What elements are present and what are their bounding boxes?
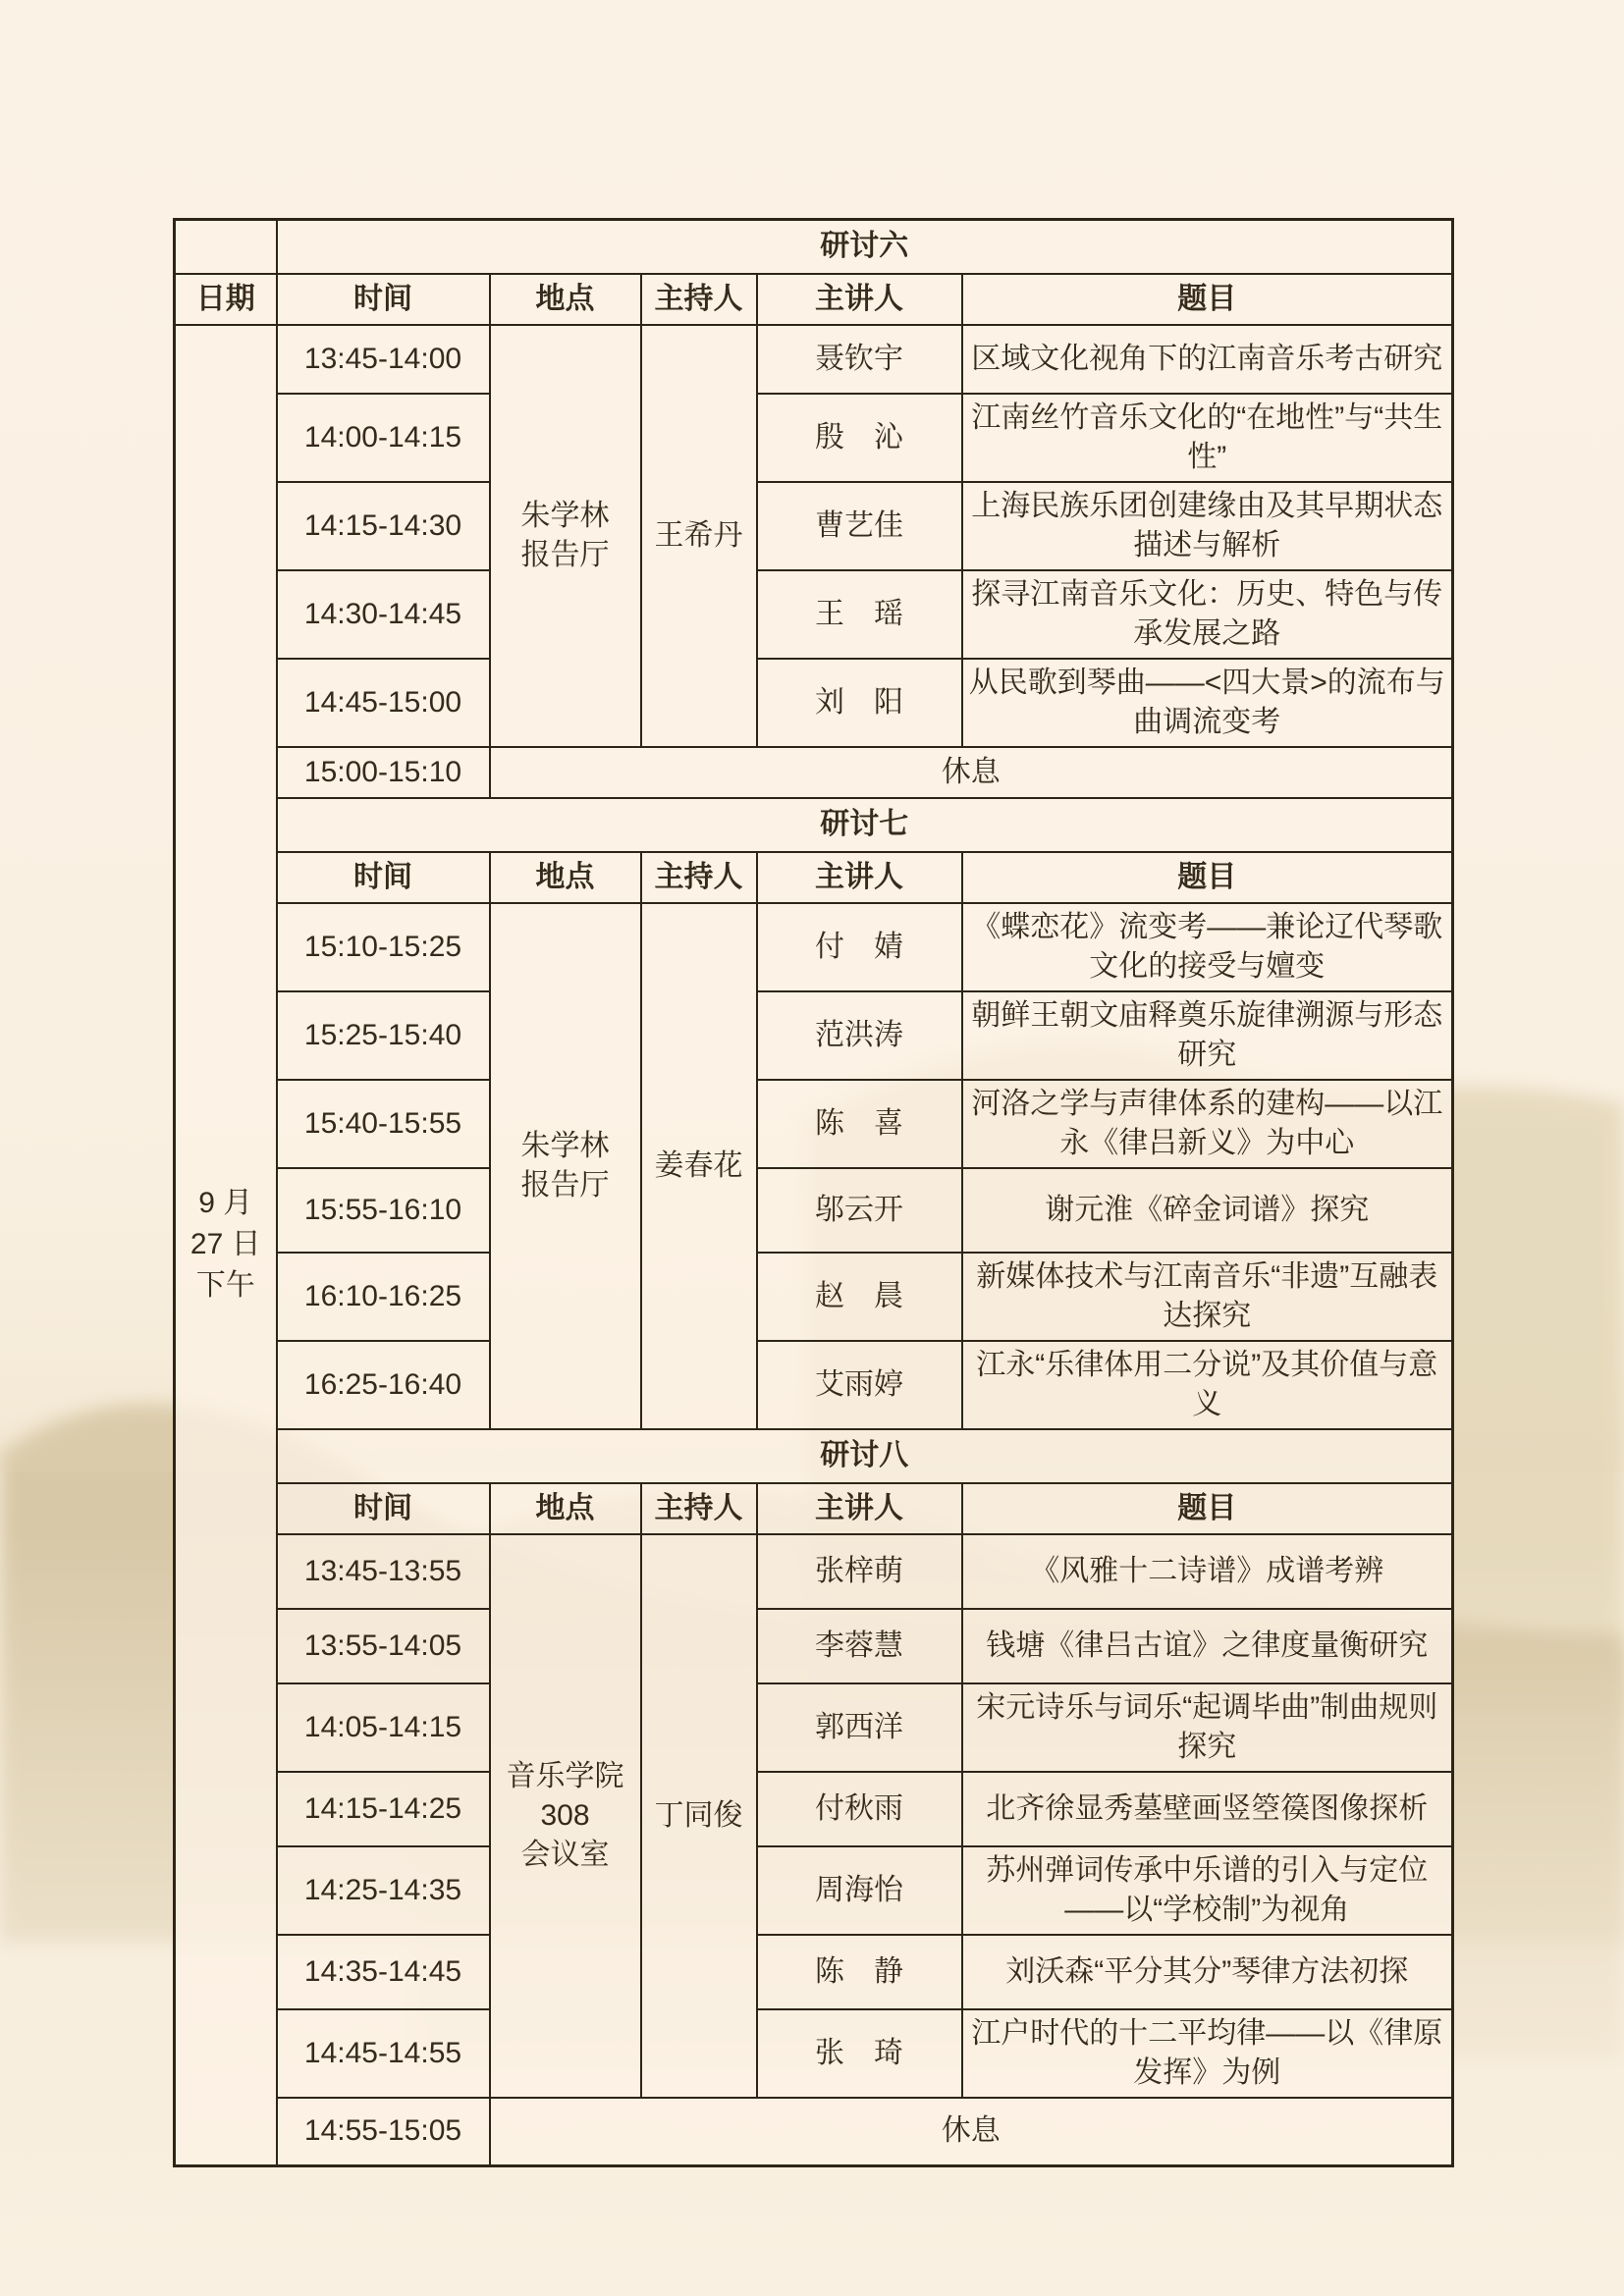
speaker-cell: 邬云开	[757, 1168, 962, 1253]
text-line: 报告厅	[520, 538, 610, 571]
table-row	[175, 1935, 1453, 2009]
table-row	[175, 220, 1453, 274]
speaker-cell: 殷 沁	[757, 394, 962, 482]
topic-cell: 钱塘《律吕古谊》之律度量衡研究	[962, 1609, 1453, 1683]
speaker-cell: 付 婧	[757, 903, 962, 991]
table-row	[175, 1168, 1453, 1253]
time-cell: 13:45-13:55	[277, 1534, 490, 1609]
time-cell: 13:55-14:05	[277, 1609, 490, 1683]
speaker-cell: 聂钦宇	[757, 325, 962, 394]
text-line: 9 月	[198, 1187, 253, 1220]
table-row	[175, 482, 1453, 570]
column-header: 地点	[490, 852, 641, 903]
schedule-table	[173, 218, 1454, 2167]
text-line: 朱学林	[520, 499, 610, 532]
table-row	[175, 747, 1453, 798]
section-title: 研讨七	[277, 798, 1453, 852]
speaker-cell: 陈 喜	[757, 1080, 962, 1168]
column-header: 时间	[277, 274, 490, 325]
text-line: 报告厅	[520, 1168, 610, 1201]
topic-cell: 区域文化视角下的江南音乐考古研究	[962, 325, 1453, 394]
topic-cell: 谢元淮《碎金词谱》探究	[962, 1168, 1453, 1253]
topic-cell: 探寻江南音乐文化：历史、特色与传承发展之路	[962, 570, 1453, 659]
speaker-cell: 艾雨婷	[757, 1341, 962, 1429]
time-cell: 14:45-14:55	[277, 2009, 490, 2098]
speaker-cell: 陈 静	[757, 1935, 962, 2009]
time-cell: 14:30-14:45	[277, 570, 490, 659]
location-cell	[490, 1534, 641, 2098]
table-row	[175, 852, 1453, 903]
column-header: 地点	[490, 274, 641, 325]
speaker-cell: 范洪涛	[757, 991, 962, 1080]
table-row	[175, 1429, 1453, 1483]
text-line: 会议室	[520, 1838, 610, 1871]
location-cell	[490, 325, 641, 747]
time-cell: 14:25-14:35	[277, 1846, 490, 1935]
table-row	[175, 991, 1453, 1080]
table-row	[175, 1846, 1453, 1935]
topic-cell: 宋元诗乐与词乐“起调毕曲”制曲规则探究	[962, 1683, 1453, 1772]
text-line: 朱学林	[520, 1129, 610, 1162]
table-row	[175, 659, 1453, 747]
topic-cell: 《蝶恋花》流变考——兼论辽代琴歌文化的接受与嬗变	[962, 903, 1453, 991]
table-row	[175, 325, 1453, 394]
speaker-cell: 刘 阳	[757, 659, 962, 747]
column-header: 主讲人	[757, 274, 962, 325]
time-cell: 16:25-16:40	[277, 1341, 490, 1429]
column-header-date: 日期	[175, 274, 277, 325]
speaker-cell: 李蓉慧	[757, 1609, 962, 1683]
time-cell: 15:55-16:10	[277, 1168, 490, 1253]
corner-cell	[175, 220, 277, 274]
date-cell	[175, 325, 277, 2166]
column-header: 主持人	[641, 274, 757, 325]
time-cell: 15:25-15:40	[277, 991, 490, 1080]
speaker-cell: 曹艺佳	[757, 482, 962, 570]
speaker-cell: 王 瑶	[757, 570, 962, 659]
speaker-cell: 张梓萌	[757, 1534, 962, 1609]
topic-cell: 苏州弹词传承中乐谱的引入与定位——以“学校制”为视角	[962, 1846, 1453, 1935]
topic-cell: 《风雅十二诗谱》成谱考辨	[962, 1534, 1453, 1609]
section-title: 研讨八	[277, 1429, 1453, 1483]
time-cell: 14:05-14:15	[277, 1683, 490, 1772]
table-row	[175, 2009, 1453, 2098]
topic-cell: 从民歌到琴曲——<四大景>的流布与曲调流变考	[962, 659, 1453, 747]
time-cell: 14:15-14:25	[277, 1772, 490, 1846]
column-header: 主讲人	[757, 1483, 962, 1534]
time-cell: 15:10-15:25	[277, 903, 490, 991]
table-row	[175, 570, 1453, 659]
text-line: 音乐学院	[506, 1759, 624, 1792]
location-cell	[490, 903, 641, 1429]
host-cell: 王希丹	[641, 325, 757, 747]
time-cell: 14:45-15:00	[277, 659, 490, 747]
text-line: 下午	[195, 1269, 255, 1303]
topic-cell: 江永“乐律体用二分说”及其价值与意义	[962, 1341, 1453, 1429]
column-header: 题目	[962, 852, 1453, 903]
table-row	[175, 1341, 1453, 1429]
speaker-cell: 赵 晨	[757, 1253, 962, 1341]
speaker-cell: 郭西洋	[757, 1683, 962, 1772]
host-cell: 姜春花	[641, 903, 757, 1429]
column-header: 地点	[490, 1483, 641, 1534]
column-header: 题目	[962, 1483, 1453, 1534]
break-label-cell: 休息	[490, 747, 1453, 798]
topic-cell: 江南丝竹音乐文化的“在地性”与“共生性”	[962, 394, 1453, 482]
column-header: 主讲人	[757, 852, 962, 903]
speaker-cell: 周海怡	[757, 1846, 962, 1935]
table-row	[175, 274, 1453, 325]
table-row	[175, 798, 1453, 852]
column-header: 题目	[962, 274, 1453, 325]
column-header: 时间	[277, 1483, 490, 1534]
speaker-cell: 付秋雨	[757, 1772, 962, 1846]
section-title: 研讨六	[277, 220, 1453, 274]
break-label-cell: 休息	[490, 2098, 1453, 2166]
time-cell: 16:10-16:25	[277, 1253, 490, 1341]
table-row	[175, 1683, 1453, 1772]
text-line: 308	[540, 1798, 590, 1832]
time-cell: 14:00-14:15	[277, 394, 490, 482]
table-row	[175, 394, 1453, 482]
time-cell: 15:40-15:55	[277, 1080, 490, 1168]
table-row	[175, 903, 1453, 991]
table-row	[175, 1534, 1453, 1609]
break-time-cell: 14:55-15:05	[277, 2098, 490, 2166]
table-row	[175, 1253, 1453, 1341]
speaker-cell: 张 琦	[757, 2009, 962, 2098]
table-row	[175, 1609, 1453, 1683]
topic-cell: 北齐徐显秀墓壁画竖箜篌图像探析	[962, 1772, 1453, 1846]
table-row	[175, 1080, 1453, 1168]
time-cell: 14:35-14:45	[277, 1935, 490, 2009]
break-time-cell: 15:00-15:10	[277, 747, 490, 798]
column-header: 时间	[277, 852, 490, 903]
text-line: 27 日	[189, 1228, 261, 1261]
topic-cell: 刘沃森“平分其分”琴律方法初探	[962, 1935, 1453, 2009]
column-header: 主持人	[641, 852, 757, 903]
time-cell: 14:15-14:30	[277, 482, 490, 570]
topic-cell: 上海民族乐团创建缘由及其早期状态描述与解析	[962, 482, 1453, 570]
topic-cell: 江户时代的十二平均律——以《律原发挥》为例	[962, 2009, 1453, 2098]
host-cell: 丁同俊	[641, 1534, 757, 2098]
table-row	[175, 1772, 1453, 1846]
table-row	[175, 1483, 1453, 1534]
topic-cell: 河洛之学与声律体系的建构——以江永《律吕新义》为中心	[962, 1080, 1453, 1168]
table-row	[175, 2098, 1453, 2166]
column-header: 主持人	[641, 1483, 757, 1534]
topic-cell: 朝鲜王朝文庙释奠乐旋律溯源与形态研究	[962, 991, 1453, 1080]
topic-cell: 新媒体技术与江南音乐“非遗”互融表达探究	[962, 1253, 1453, 1341]
time-cell: 13:45-14:00	[277, 325, 490, 394]
